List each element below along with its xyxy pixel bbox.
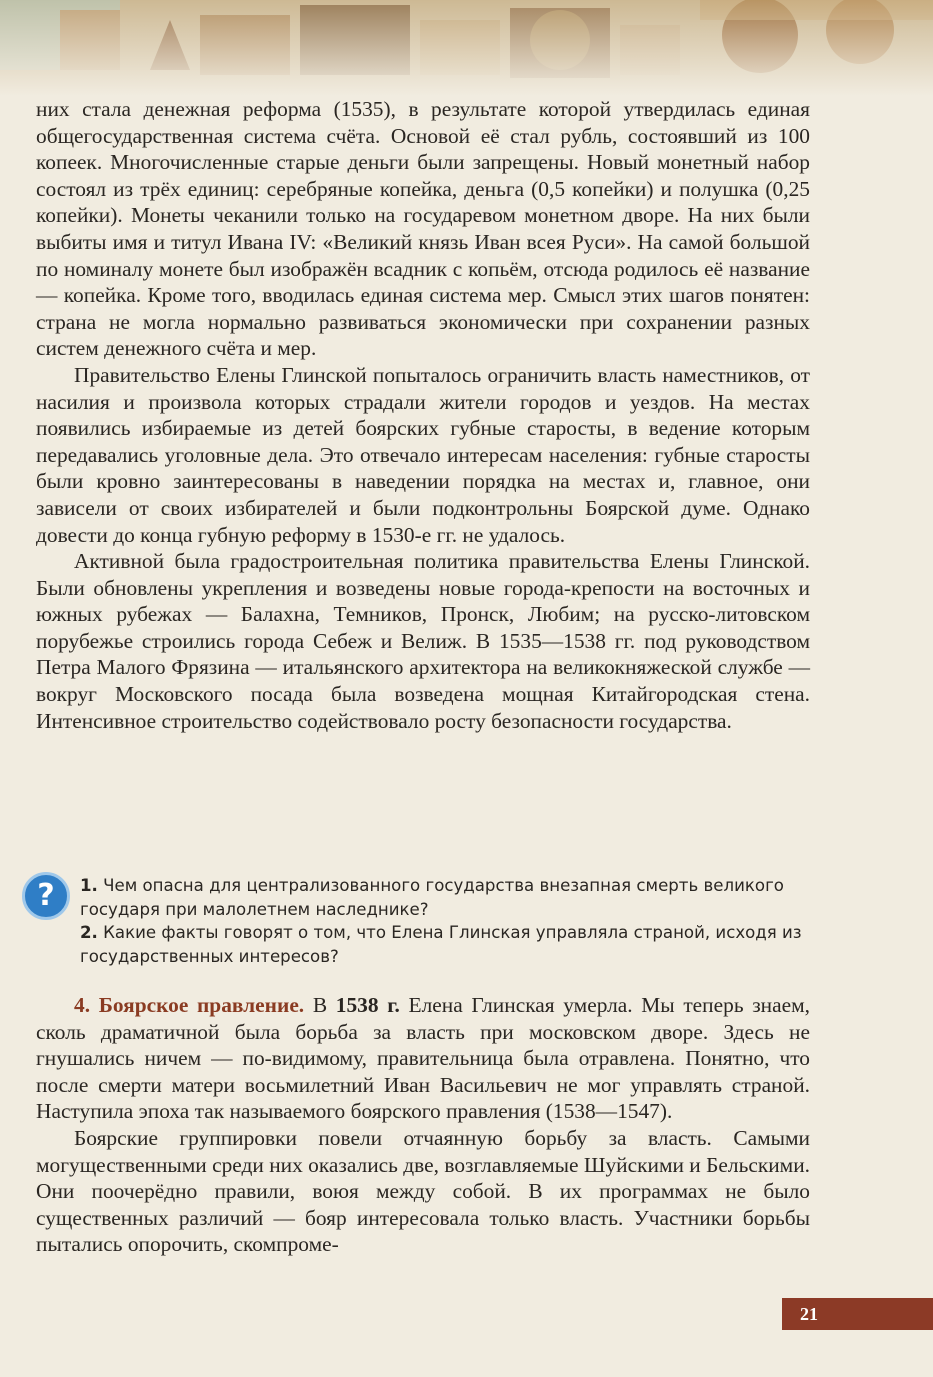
page-number-tab [782,1298,933,1330]
header-illustration [0,0,933,96]
section-paragraph: Боярские группировки повели отчаянную борьбу за власть. Самыми могущественными среди них оказались две, возглавляемые Шуйскими и Бельскими. Они поочерёдно правили, воюя между собой. В их программах не было существенных различий — бояр интересовала только власть. Участники борьбы пытались опорочить, скомпроме- [36,1125,810,1257]
lead-text: Елена Глинская умерла. Мы теперь знаем, сколь драматичной была борьба за власть при московском дворе. Здесь не гнушались ничем — по-видимому, правительница была отравлена. Понятно, что после смерти матери восьмилетний Иван Васильевич не мог управлять страной. Наступила эпоха так называемого боярского правления (1538—1547). [36,993,811,1124]
painting-strip [0,0,933,96]
question-2-number: 2. [80,923,98,942]
paragraph-1: них стала денежная реформа (1535), в результате которой утвердилась единая общегосударственная система счёта. Основой её стал рубль, состоявший из 100 копеек. Многочисленные старые деньги были запрещены. Новый монетный набор состоял из трёх единиц: серебряные копейка, деньга (0,5 копейки) и полушка (0,25 копейки). Монеты чеканили только на государевом монетном дворе. На них были выбиты имя и титул Ивана IV: «Великий князь Иван всея Руси». На самой большой по номиналу монете был изображён всадник с копьём, отсюда родилось её название — копейка. Кроме того, вводилась единая система мер. Смысл этих шагов понятен: страна не могла нормально развиваться экономически при сохранении разных систем денежного счёта и мер. [36,97,810,361]
question-mark-icon: ? [22,872,70,920]
lead-pre: В [312,993,328,1017]
question-1-text: Чем опасна для централизованного государства внезапная смерть великого государя при малолетнем наследнике? [80,876,784,919]
question-2 [80,921,822,968]
question-1 [80,874,822,921]
section-lead-paragraph [36,992,810,1125]
paragraph-2: Правительство Елены Глинской попыталось ограничить власть наместников, от насилия и произвола которых страдали жители городов и уездов. На местах появились избираемые из детей боярских губные старосты, в ведение которым передавались уголовные дела. Это отвечало интересам населения: губные старосты были кровно заинтересованы в наведении порядка на местах и, главное, они зависели от своих избирателей и были подконтрольны Боярской думе. Однако довести до конца губную реформу в 1530-е гг. не удалось. [36,362,810,547]
section-heading: 4. Боярское правление. [74,993,305,1017]
paragraph-3: Активной была градостроительная политика правительства Елены Глинской. Были обновлены укрепления и возведены новые города-крепости на восточных и южных рубежах — Балахна, Темников, Пронск, Любим; на русско-литовском порубежье строились города Себеж и Велиж. В 1535—1538 гг. под руководством Петра Малого Фрязина — итальянского архитектора на великокняжеской службе — вокруг Московского посада была возведена мощная Китайгородская стена. Интенсивное строительство содействовало росту безопасности государства. [36,549,810,733]
page-number: 21 [800,1304,818,1324]
lead-year: 1538 г. [335,993,400,1017]
question-list [80,874,822,968]
question-2-text: Какие факты говорят о том, что Елена Глинская управляла страной, исходя из государственных интересов? [80,923,802,966]
section-boyar-rule [36,992,810,1258]
body-text [36,96,810,734]
review-questions [22,870,822,980]
question-1-number: 1. [80,876,98,895]
